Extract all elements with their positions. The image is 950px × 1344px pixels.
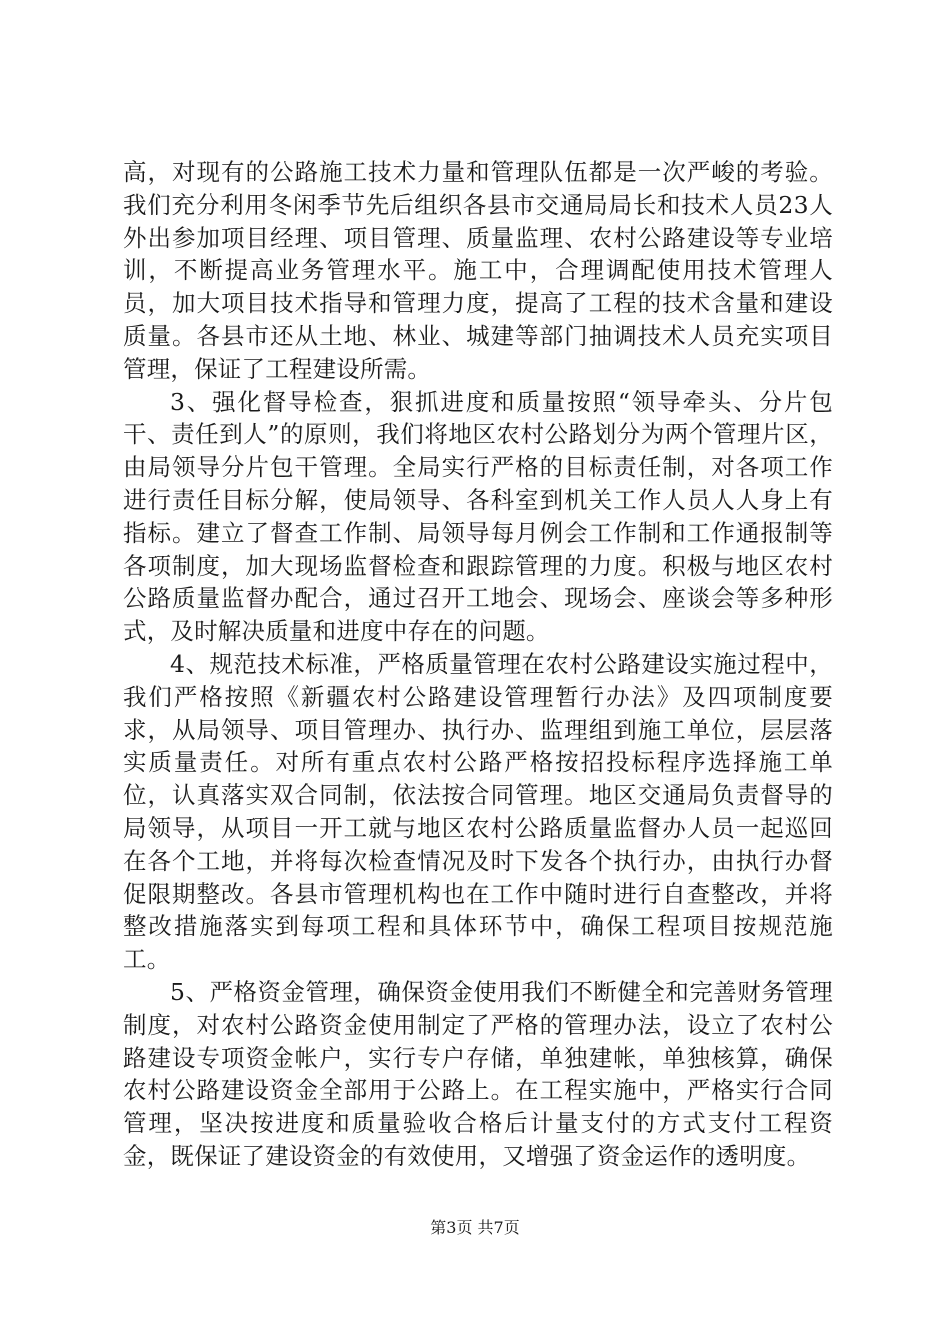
paragraph-section-3: 3、强化督导检查，狠抓进度和质量按照“领导牵头、分片包干、责任到人”的原则，我们将地区农村公路划分为两个管理片区，由局领导分片包干管理。全局实行严格的目标责任制，对各项工作进行责任目标分解，使局领导、各科室到机关工作人员人人身上有指标。建立了督查工作制、局领导每月例会工作制和工作通报制等各项制度，加大现场监督检查和跟踪管理的力度。积极与地区农村公路质量监督办配合，通过召开工地会、现场会、座谈会等多种形式，及时解决质量和进度中存在的问题。: [123, 387, 833, 646]
document-body: [123, 156, 833, 1173]
paragraph-section-4: 4、规范技术标准，严格质量管理在农村公路建设实施过程中，我们严格按照《新疆农村公路建设管理暂行办法》及四项制度要求，从局领导、项目管理办、执行办、监理组到施工单位，层层落实质量责任。对所有重点农村公路严格按招投标程序选择施工单位，认真落实双合同制，依法按合同管理。地区交通局负责督导的局领导，从项目一开工就与地区农村公路质量监督办人员一起巡回在各个工地，并将每次检查情况及时下发各个执行办，由执行办督促限期整改。各县市管理机构也在工作中随时进行自查整改，并将整改措施落实到每项工程和具体环节中，确保工程项目按规范施工。: [123, 649, 833, 974]
paragraph-section-5: 5、严格资金管理，确保资金使用我们不断健全和完善财务管理制度，对农村公路资金使用制定了严格的管理办法，设立了农村公路建设专项资金帐户，实行专户存储，单独建帐，单独核算，确保农村公路建设资金全部用于公路上。在工程实施中，严格实行合同管理，坚决按进度和质量验收合格后计量支付的方式支付工程资金，既保证了建设资金的有效使用，又增强了资金运作的透明度。: [123, 977, 833, 1170]
paragraph-continuation: 高，对现有的公路施工技术力量和管理队伍都是一次严峻的考验。我们充分利用冬闲季节先后组织各县市交通局局长和技术人员23人外出参加项目经理、项目管理、质量监理、农村公路建设等专业培训，不断提高业务管理水平。施工中，合理调配使用技术管理人员，加大项目技术指导和管理力度，提高了工程的技术含量和建设质量。各县市还从土地、林业、城建等部门抽调技术人员充实项目管理，保证了工程建设所需。: [123, 158, 833, 383]
page-number-footer: 第3页 共7页: [430, 1218, 520, 1237]
